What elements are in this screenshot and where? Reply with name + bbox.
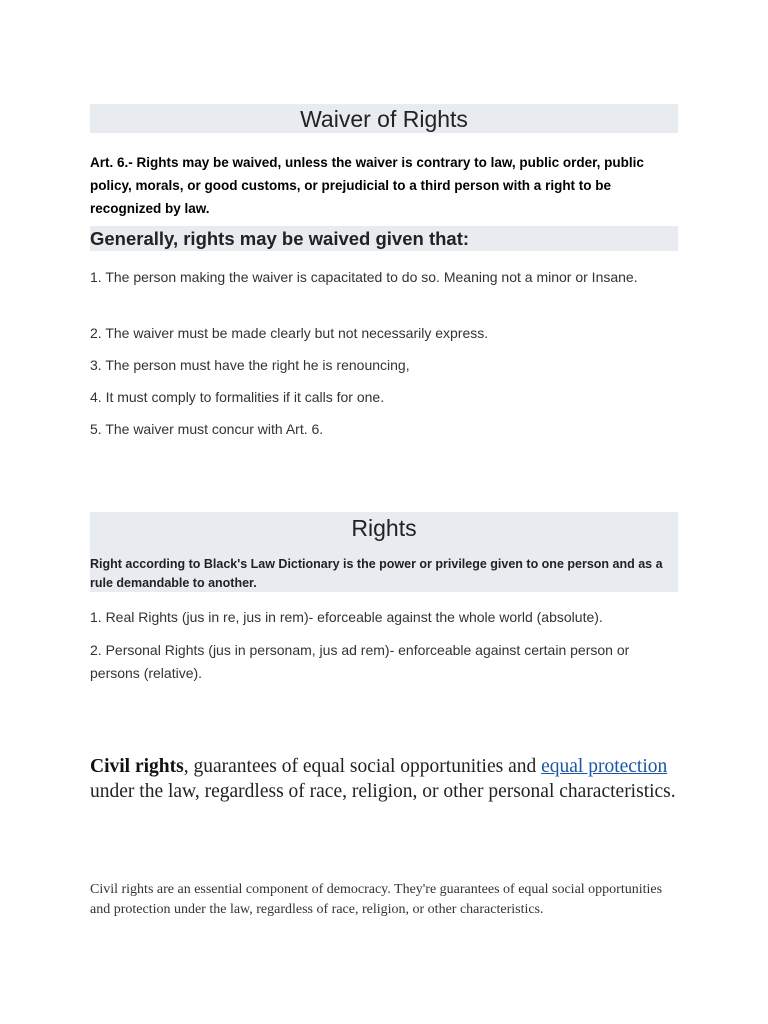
- condition-item-3: 3. The person must have the right he is renouncing,: [90, 357, 410, 373]
- equal-protection-link[interactable]: equal protection: [541, 756, 668, 777]
- civil-text-before-link: , guarantees of equal social opportunities and: [183, 756, 542, 777]
- article-6-text: Art. 6.- Rights may be waived, unless the waiver is contrary to law, public order, public policy, morals, or good customs, or prejudicial to a third person with a right to be recognized by law.: [90, 155, 644, 216]
- condition-item-5: 5. The waiver must concur with Art. 6.: [90, 421, 324, 437]
- rights-definition: Right according to Black's Law Dictionary is the power or privilege given to one person and as a rule demandable to another.: [90, 557, 663, 590]
- conditions-heading: Generally, rights may be waived given that:: [90, 226, 678, 251]
- civil-rights-summary: Civil rights are an essential component of democracy. They're guarantees of equal social opportunities and protection under the law, regardless of race, religion, or other characteristics.: [90, 882, 663, 917]
- waiver-title: Waiver of Rights: [300, 106, 468, 132]
- condition-item-4: 4. It must comply to formalities if it calls for one.: [90, 389, 385, 405]
- condition-item-2: 2. The waiver must be made clearly but not necessarily express.: [90, 325, 489, 341]
- rights-title: Rights: [351, 515, 417, 541]
- civil-rights-term: Civil rights: [90, 756, 184, 777]
- rights-item-2: 2. Personal Rights (jus in personam, jus ad rem)- enforceable against certain person or persons (relative).: [90, 642, 630, 681]
- waiver-title-banner: [90, 104, 678, 133]
- rights-item-1: 1. Real Rights (jus in re, jus in rem)- eforceable against the whole world (absolute).: [90, 609, 603, 625]
- civil-rights-paragraph: [90, 754, 685, 804]
- rights-banner: [90, 512, 678, 592]
- civil-text-after-link: under the law, regardless of race, religion, or other personal characteristics.: [90, 781, 676, 802]
- condition-item-1: 1. The person making the waiver is capacitated to do so. Meaning not a minor or Insane.: [90, 269, 638, 285]
